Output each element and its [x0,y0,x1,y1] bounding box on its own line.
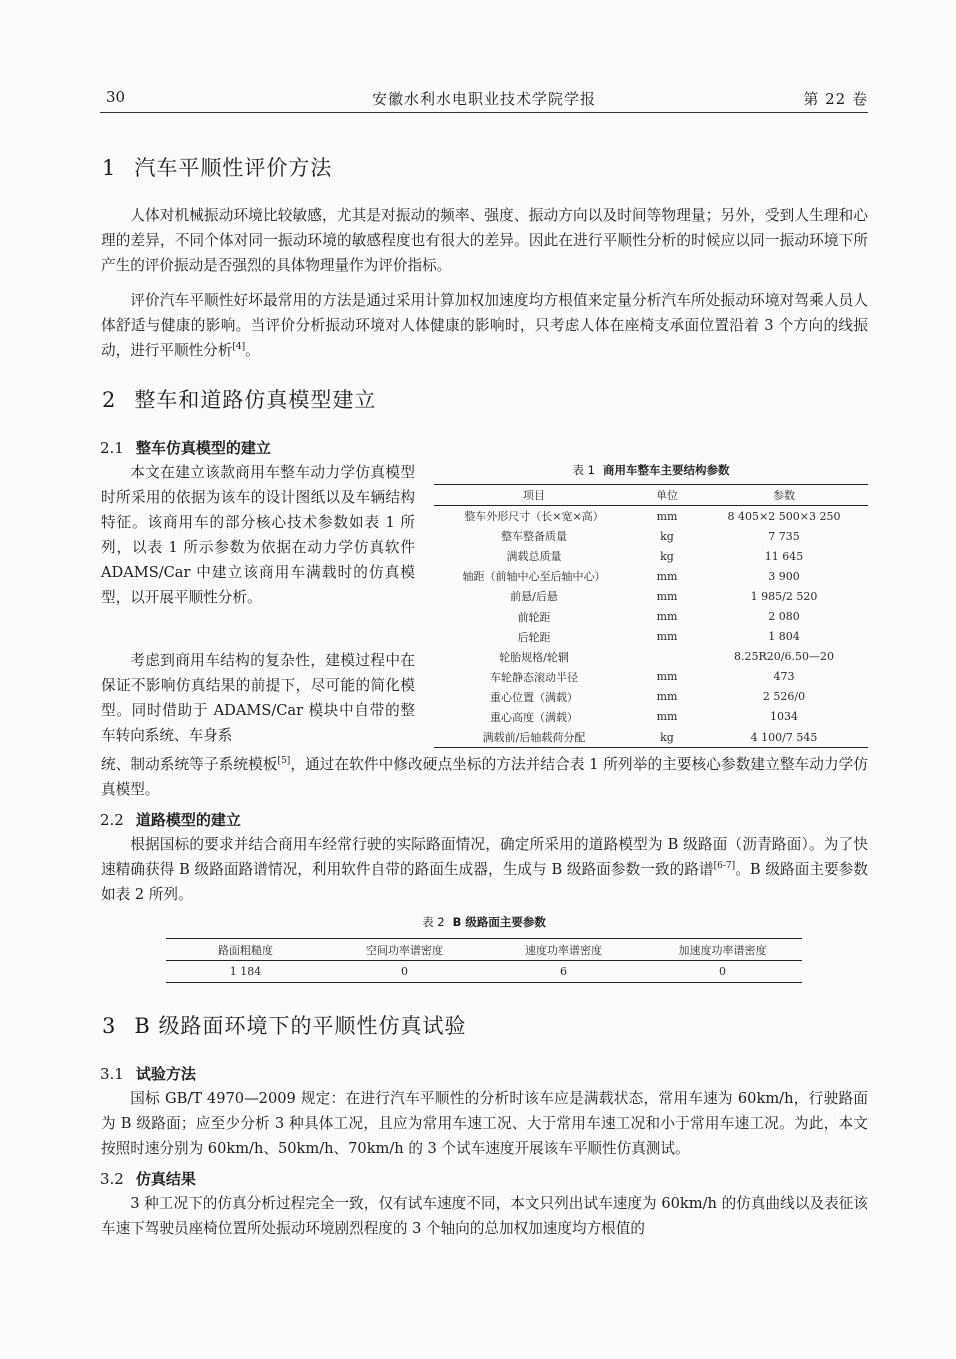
journal-title: 安徽水利水电职业技术学院学报 [371,90,596,108]
table-row: 轮胎规格/轮辋 8.25R20/6.50—20 [499,650,834,664]
page-number: 30 [106,88,126,106]
subsection-2-1-paragraph-1: 本文在建立该款商用车整车动力学仿真模型时所采用的依据为该车的设计图纸以及车辆结构特征。该商用车的部分核心技术参数如表 1 所列，以表 1 所示参数为依据在动力学仿真软件 ADAMS/Car 中建立该商用车满载时的仿真模型，以开展平顺性分析。 [101,464,415,606]
subsection-3-2-heading: 3.2 仿真结果 [100,1170,196,1188]
table-row: 重心位置（满载） mm 2 526/0 [490,690,806,704]
table-header-row: 路面粗糙度 空间功率谱密度 速度功率谱密度 加速度功率谱密度 [166,939,802,961]
subsection-2-1-paragraph-2: 考虑到商用车结构的复杂性，建模过程中在保证不影响仿真结果的前提下，尽可能的简化模型。同时借助于 ADAMS/Car 模块中自带的整车转向系统、车身系 [101,652,415,744]
table-row: 轴距（前轴中心至后轴中心） mm 3 900 [462,569,800,584]
table-1-caption: 表 1 商用车整车主要结构参数 [572,463,730,477]
subsection-2-1-heading: 2.1 整车仿真模型的建立 [100,439,271,457]
table-row: 满载总质量 kg 11 645 [506,549,804,564]
table-row: 前悬/后悬 mm 1 985/2 520 [510,589,818,604]
table-row: 前轮距 mm 2 080 [517,610,800,624]
table-2 [166,938,802,983]
section-1-paragraph-1: 人体对机械振动环境比较敏感，尤其是对振动的频率、强度、振动方向以及时间等物理量；另外，受到人生理和心理的差异，不同个体对同一振动环境的敏感程度也有很大的差异。因此在进行平顺性分析的时候应以同一振动环境下所产生的评价振动是否强烈的具体物理量作为评价指标。 [101,207,868,274]
subsection-3-1-heading: 3.1 试验方法 [100,1065,196,1083]
citation: [4] [232,342,246,352]
volume-label: 第 22 卷 [803,90,868,108]
table-row: 整车外形尺寸（长×宽×高） mm 8 405×2 500×3 250 [464,509,841,524]
table-row: 1 184 0 6 0 [229,965,726,978]
subsection-3-1-paragraph-1: 国标 GB/T 4970—2009 规定：在进行汽车平顺性的分析时该车应是满载状态，常用车速为 60km/h，行驶路面为 B 级路面；应至少分析 3 种具体工况，且应为常用车速工况、大于常用车速工况和小于常用车速工况。为此，本文按照时速分别为 60km/h、50km/h、70km/h 的 3 个试车速度开展该车平顺性仿真测试。 [101,1090,868,1157]
table-2-caption: 表 2 B 级路面主要参数 [422,915,546,929]
subsection-2-2-heading: 2.2 道路模型的建立 [100,811,241,829]
table-header-row: 项目 单位 参数 [434,485,868,506]
section-3-heading: 3 B 级路面环境下的平顺性仿真试验 [102,1014,467,1038]
table-1 [434,484,868,748]
subsection-3-2-paragraph-1: 3 种工况下的仿真分析过程完全一致，仅有试车速度不同，本文只列出试车速度为 60km/h 的仿真曲线以及表征该车速下驾驶员座椅位置所处振动环境剧烈程度的 3 个轴向的总加权加速度均方根值的 [101,1195,868,1237]
table-row: 后轮距 mm 1 804 [517,630,800,644]
section-1-paragraph-2: 评价汽车平顺性好坏最常用的方法是通过采用计算加权加速度均方根值来定量分析汽车所处振动环境对驾乘人员人体舒适与健康的影响。当评价分析振动环境对人体健康的影响时，只考虑人体在座椅支承面位置沿着 3 个方向的线振动，进行平顺性分析[4]。 [101,292,868,359]
table-row: 整车整备质量 kg 7 735 [501,529,800,544]
section-1-heading: 1 汽车平顺性评价方法 [102,156,333,180]
table-row: 车轮静态滚动半径 mm 473 [490,670,795,684]
citation: [5] [277,756,291,766]
section-2-heading: 2 整车和道路仿真模型建立 [102,388,377,412]
subsection-2-2-paragraph-1: 根据国标的要求并结合商用车经常行驶的实际路面情况，确定所采用的道路模型为 B 级路面（沥青路面）。为了快速精确获得 B 级路面路谱情况，利用软件自带的路面生成器，生成与 B 级路面参数一致的路谱[6-7]。B 级路面主要参数如表 2 所列。 [101,836,868,903]
table-row: 重心高度（满载） mm 1034 [490,710,798,724]
running-header [100,86,868,113]
citation: [6-7] [713,861,736,871]
table-row: 满载前/后轴载荷分配 kg 4 100/7 545 [482,730,818,745]
subsection-2-1-paragraph-3: 统、制动系统等子系统模板[5]，通过在软件中修改硬点坐标的方法并结合表 1 所列举的主要核心参数建立整车动力学仿真模型。 [101,756,868,798]
